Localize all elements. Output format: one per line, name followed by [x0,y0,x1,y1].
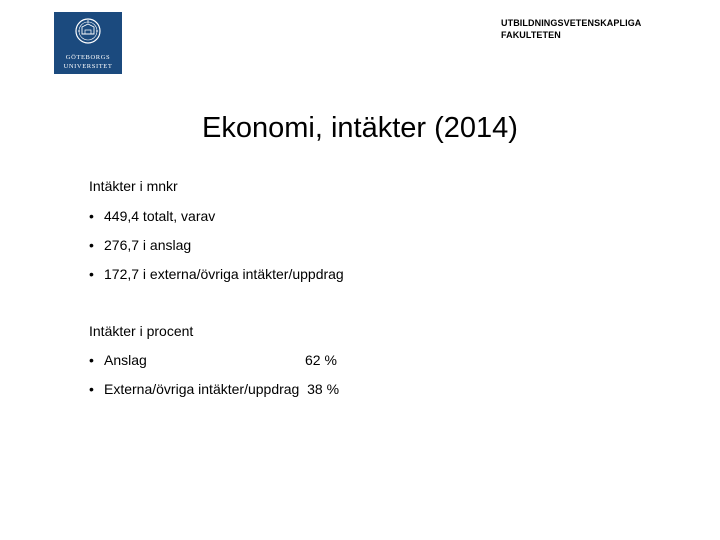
income-mnkr-list [89,207,344,283]
faculty-name-line2: FAKULTETEN [501,30,561,40]
list-item [89,351,339,369]
bullet-icon: • [89,237,94,253]
bullet-icon: • [89,266,94,282]
list-item-value: 62 % [305,352,337,368]
list-item [89,380,339,398]
bullet-icon: • [89,381,94,397]
list-item [89,236,344,254]
list-item-value: 38 % [307,381,340,397]
list-item [89,265,344,283]
faculty-name [501,17,701,41]
list-item-label: Externa/övriga intäkter/uppdrag [104,381,300,397]
list-item-text: 276,7 i anslag [104,237,192,253]
bullet-icon: • [89,352,94,368]
income-percent-heading: Intäkter i procent [89,323,194,339]
list-item-label: Anslag [104,352,147,368]
income-mnkr-heading: Intäkter i mnkr [89,178,178,194]
income-percent-list [89,351,339,398]
university-logo [54,12,122,74]
bullet-icon: • [89,208,94,224]
faculty-name-line1: UTBILDNINGSVETENSKAPLIGA [501,18,642,28]
list-item-text: 172,7 i externa/övriga intäkter/uppdrag [104,266,344,282]
list-item [89,207,344,225]
slide-title: Ekonomi, intäkter (2014) [202,112,518,144]
list-item-text: 449,4 totalt, varav [104,208,216,224]
university-seal-icon [54,12,122,74]
logo-text-line1: GÖTEBORGS [65,54,111,61]
logo-text-line2: UNIVERSITET [63,63,113,70]
